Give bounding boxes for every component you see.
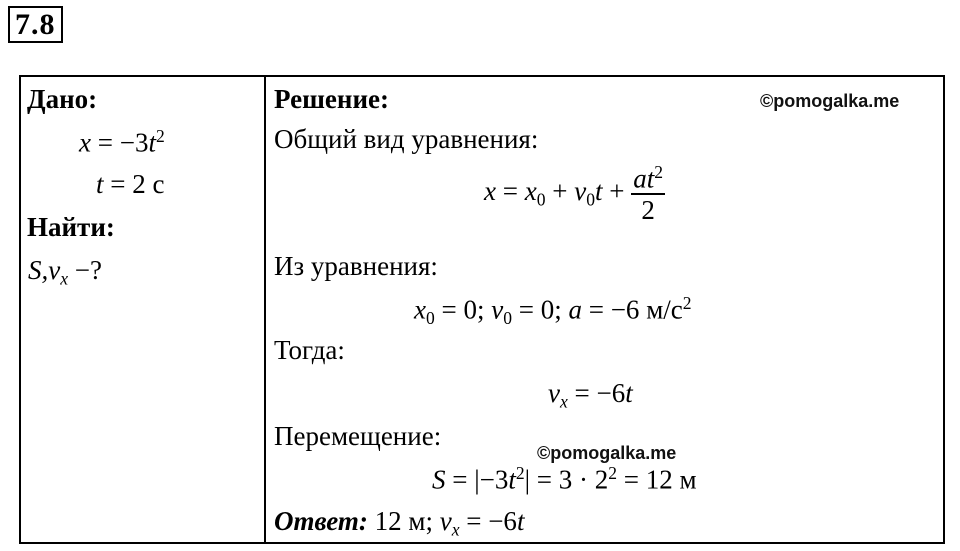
then-label: Тогда:	[274, 335, 345, 365]
solution-header: Решение:	[274, 84, 389, 114]
given-eq-x: $x = -3t^2$	[79, 126, 165, 158]
displacement-label: Перемещение:	[274, 421, 442, 451]
given-eq-t: t = 2 с	[96, 169, 165, 199]
given-header: Дано:	[27, 84, 98, 114]
from-label: Из уравнения:	[274, 251, 438, 281]
general-label: Общий вид уравнения:	[274, 124, 539, 154]
problem-number: 7.8	[8, 6, 63, 43]
general-equation: $x = x_0 + v_0t$ + $\frac{at^2}{2}$	[484, 162, 663, 225]
initial-conditions: $x_0 = 0$; $v_0 = 0$; a = −6 $м/с^2$	[414, 293, 692, 328]
watermark-middle: ©pomogalka.me	[537, 443, 677, 463]
displacement-equation: $S = |-3t^2| = 3 \cdot 2^2 = 12$ м	[432, 463, 697, 495]
answer-label: Ответ:	[274, 506, 368, 536]
find-header: Найти:	[27, 212, 115, 242]
fraction: $\frac{at^2}{2}$	[633, 162, 663, 225]
answer-line: Ответ: 12 м; $v_x = -6t$	[274, 506, 525, 540]
find-quantities: $S,v_x$ −?	[28, 255, 102, 289]
watermark-top: ©pomogalka.me	[760, 91, 900, 111]
velocity-equation: $v_x = -6t$	[548, 378, 633, 412]
column-divider	[264, 75, 266, 544]
